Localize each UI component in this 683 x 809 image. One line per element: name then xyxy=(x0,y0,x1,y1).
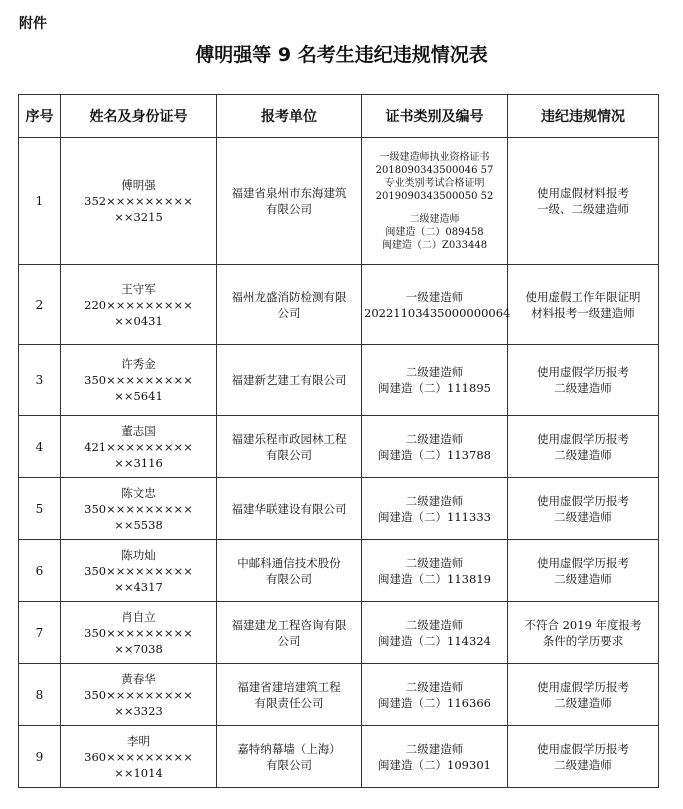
unit-line: 有限公司 xyxy=(266,571,312,586)
name-id-cell xyxy=(61,726,217,788)
id-number-tail: ××3215 xyxy=(114,210,163,224)
col-header-name-id: 姓名及身份证号 xyxy=(61,95,217,138)
id-number-tail: ××5538 xyxy=(114,517,163,532)
certificate-cell xyxy=(362,602,508,664)
violation-line: 二级建造师 xyxy=(554,509,612,524)
cert-line: 二级建造师 xyxy=(409,213,460,225)
row-index: 3 xyxy=(19,345,61,416)
name-id-cell xyxy=(61,540,217,602)
cert-line: 二级建造师 xyxy=(405,365,464,379)
row-index: 9 xyxy=(19,726,61,788)
certificate-cell xyxy=(362,138,508,265)
table-row xyxy=(19,416,659,478)
violation-cell xyxy=(508,540,659,602)
cert-line: 闽建造（二）109301 xyxy=(378,757,491,772)
id-number: 350××××××××× xyxy=(84,625,193,640)
page-title: 傅明强等 9 名考生违纪违规情况表 xyxy=(195,44,488,66)
violations-table xyxy=(18,94,659,788)
unit-line: 嘉特纳幕墙（上海） xyxy=(237,741,341,756)
person-name: 黄春华 xyxy=(121,671,156,686)
violation-line: 使用虚假学历报考 xyxy=(537,741,629,756)
violation-line: 使用虚假材料报考 xyxy=(537,186,629,200)
id-number-tail: ××7038 xyxy=(114,641,163,656)
person-name: 陈文忠 xyxy=(121,485,156,500)
person-name: 陈功灿 xyxy=(121,547,156,562)
unit-cell xyxy=(217,478,362,540)
cert-line: 2018090343500046 57 xyxy=(375,164,494,176)
row-index: 7 xyxy=(19,602,61,664)
cert-line: 闽建造（二）113788 xyxy=(378,447,491,462)
violation-line: 使用虚假工作年限证明 xyxy=(525,289,641,304)
name-id-cell xyxy=(61,345,217,416)
unit-line: 福建建龙工程咨询有限 xyxy=(231,617,347,632)
col-header-violation: 违纪违规情况 xyxy=(508,95,659,138)
id-number: 350××××××××× xyxy=(84,687,193,702)
violation-cell xyxy=(508,726,659,788)
unit-cell xyxy=(217,138,362,265)
row-index: 6 xyxy=(19,540,61,602)
violation-cell xyxy=(508,265,659,345)
row-index: 1 xyxy=(19,138,61,265)
id-number-tail: ××1014 xyxy=(114,765,163,780)
cert-line: 二级建造师 xyxy=(405,617,464,632)
person-name: 李明 xyxy=(127,733,150,748)
table-row xyxy=(19,540,659,602)
id-number-tail: ××5641 xyxy=(114,389,163,403)
unit-line: 福州龙盛消防检测有限 xyxy=(231,289,347,304)
name-id-cell xyxy=(61,265,217,345)
table-row xyxy=(19,664,659,726)
table-header-row xyxy=(19,95,659,138)
table-row xyxy=(19,602,659,664)
violation-line: 使用虚假学历报考 xyxy=(537,493,629,508)
violation-cell xyxy=(508,416,659,478)
person-name: 许秀金 xyxy=(121,357,156,371)
id-number: 421××××××××× xyxy=(84,439,193,454)
person-name: 董志国 xyxy=(121,423,156,438)
cert-line: 二级建造师 xyxy=(405,493,464,508)
violation-cell xyxy=(508,478,659,540)
cert-line: 闽建造（二）089458 xyxy=(385,226,484,238)
unit-line: 有限责任公司 xyxy=(254,695,324,710)
violation-cell xyxy=(508,602,659,664)
unit-cell xyxy=(217,602,362,664)
unit-line: 有限公司 xyxy=(266,202,312,216)
table-row xyxy=(19,478,659,540)
name-id-cell xyxy=(61,416,217,478)
cert-line: 一级建造师 xyxy=(405,289,464,304)
person-name: 王守军 xyxy=(121,281,156,296)
name-id-cell xyxy=(61,664,217,726)
id-number-tail: ××0431 xyxy=(114,313,163,328)
row-index: 4 xyxy=(19,416,61,478)
col-header-certificate: 证书类别及编号 xyxy=(362,95,508,138)
id-number-tail: ××3323 xyxy=(114,703,163,718)
violation-line: 使用虚假学历报考 xyxy=(537,365,629,379)
cert-line: 专业类别考试合格证明 xyxy=(384,177,485,189)
violation-line: 二级建造师 xyxy=(554,447,612,462)
col-header-unit: 报考单位 xyxy=(217,95,362,138)
person-name: 傅明强 xyxy=(121,178,156,192)
violation-line: 一级、二级建造师 xyxy=(537,202,629,216)
name-id-cell xyxy=(61,478,217,540)
unit-line: 有限公司 xyxy=(266,757,312,772)
unit-cell xyxy=(217,664,362,726)
table-row xyxy=(19,265,659,345)
row-index: 8 xyxy=(19,664,61,726)
unit-line: 福建乐程市政园林工程 xyxy=(231,431,347,446)
cert-line: 闽建造（二）116366 xyxy=(378,695,491,710)
id-number-tail: ××4317 xyxy=(114,579,163,594)
unit-line: 福建省泉州市东海建筑 xyxy=(231,186,347,200)
violation-cell xyxy=(508,345,659,416)
table-row xyxy=(19,345,659,416)
attachment-label: 附件 xyxy=(19,16,47,32)
violation-line: 使用虚假学历报考 xyxy=(537,431,629,446)
unit-cell xyxy=(217,726,362,788)
unit-line: 福建省建培建筑工程 xyxy=(237,679,341,694)
cert-line: 闽建造（二）111333 xyxy=(378,509,491,524)
person-name: 肖自立 xyxy=(121,609,156,624)
name-id-cell xyxy=(61,138,217,265)
certificate-cell xyxy=(362,726,508,788)
unit-line: 福建华联建设有限公司 xyxy=(231,501,347,516)
cert-line: 二级建造师 xyxy=(405,431,464,446)
unit-line: 有限公司 xyxy=(266,447,312,462)
certificate-cell xyxy=(362,265,511,345)
id-number: 352××××××××× xyxy=(84,194,193,208)
unit-line: 福建新艺建工有限公司 xyxy=(231,373,347,387)
row-index: 2 xyxy=(19,265,61,345)
cert-line: 2019090343500050 52 xyxy=(375,190,494,202)
cert-spacer xyxy=(364,203,505,213)
name-id-cell xyxy=(61,602,217,664)
violation-line: 不符合 2019 年度报考 xyxy=(524,617,642,632)
certificate-cell xyxy=(362,478,508,540)
id-number: 350××××××××× xyxy=(84,501,193,516)
cert-line: 二级建造师 xyxy=(405,555,464,570)
unit-cell xyxy=(217,540,362,602)
table-row xyxy=(19,138,659,265)
violation-line: 使用虚假学历报考 xyxy=(537,555,629,570)
unit-cell xyxy=(217,265,362,345)
cert-line: 一级建造师执业资格证书 xyxy=(379,151,490,163)
cert-line: 闽建造（二）113819 xyxy=(378,571,491,586)
col-header-index: 序号 xyxy=(19,95,61,138)
cert-line: 闽建造（二）111895 xyxy=(378,381,491,395)
violation-line: 二级建造师 xyxy=(554,381,612,395)
certificate-cell xyxy=(362,345,508,416)
certificate-cell xyxy=(362,664,508,726)
violation-line: 二级建造师 xyxy=(554,571,612,586)
id-number: 350××××××××× xyxy=(84,563,193,578)
unit-cell xyxy=(217,345,362,416)
violation-line: 使用虚假学历报考 xyxy=(537,679,629,694)
cert-line: 二级建造师 xyxy=(405,741,464,756)
table-row xyxy=(19,726,659,788)
violation-line: 二级建造师 xyxy=(554,695,612,710)
id-number: 350××××××××× xyxy=(84,373,193,387)
violation-line: 材料报考一级建造师 xyxy=(531,305,635,320)
cert-line: 二级建造师 xyxy=(405,679,464,694)
cert-line: 闽建造（二）Z033448 xyxy=(381,239,488,251)
unit-cell xyxy=(217,416,362,478)
unit-line: 公司 xyxy=(277,633,301,648)
violation-cell xyxy=(508,138,659,265)
id-number: 220××××××××× xyxy=(84,297,193,312)
certificate-cell xyxy=(362,540,508,602)
cert-line: 闽建造（二）114324 xyxy=(378,633,491,648)
violation-line: 条件的学历要求 xyxy=(542,633,624,648)
cert-line: 20221103435000000064 xyxy=(364,305,511,320)
certificate-cell xyxy=(362,416,508,478)
row-index: 5 xyxy=(19,478,61,540)
id-number: 360××××××××× xyxy=(84,749,193,764)
unit-line: 公司 xyxy=(277,305,301,320)
unit-line: 中邮科通信技术股份 xyxy=(237,555,341,570)
violation-line: 二级建造师 xyxy=(554,757,612,772)
violation-cell xyxy=(508,664,659,726)
id-number-tail: ××3116 xyxy=(114,455,163,470)
